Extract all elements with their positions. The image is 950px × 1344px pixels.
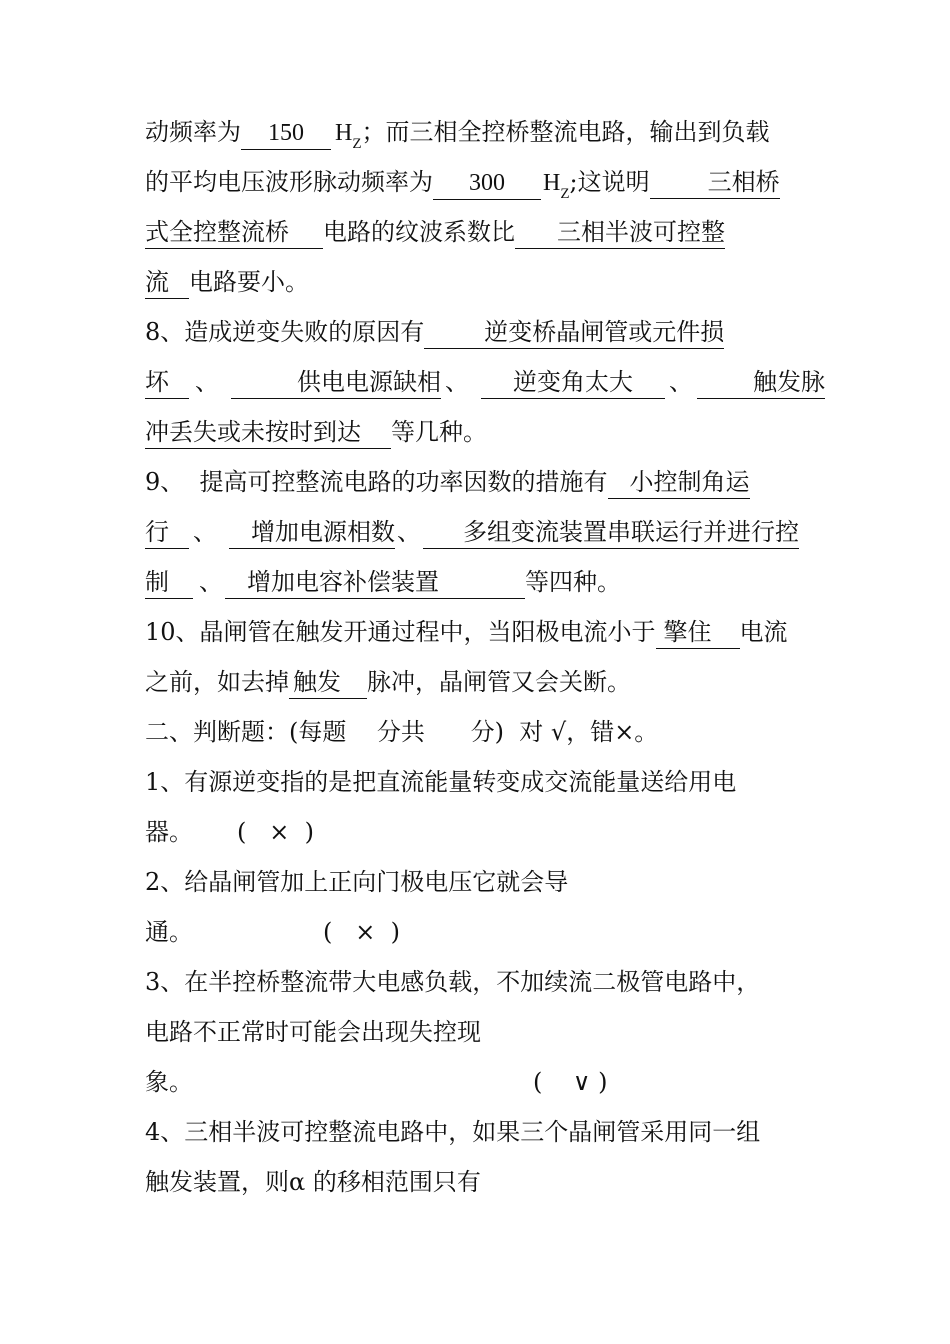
- p7-text: 的平均电压波形脉动频率为: [145, 168, 433, 196]
- judge-3-line-1: 3、在半控桥整流带大电感负载，不加续流二极管电路中，: [145, 968, 761, 996]
- answer-blank: 擎住: [656, 616, 740, 649]
- q10-line-2: [145, 664, 631, 700]
- answer-blank: 式全控整流桥: [145, 216, 323, 249]
- answer-blank: 行: [145, 516, 189, 549]
- separator: 、: [195, 368, 219, 396]
- judge-2-line-2: [145, 914, 400, 950]
- answer-blank: 坏: [145, 366, 189, 399]
- answer-blank: 小控制角运: [608, 466, 750, 499]
- unit-h: H: [543, 170, 561, 196]
- judge-answer: ( ∨ ): [533, 1068, 608, 1096]
- q10-text: 10、晶闸管在触发开通过程中，当阳极电流小于: [145, 618, 656, 646]
- answer-blank: 流: [145, 266, 189, 299]
- q10-text: 电流: [739, 618, 788, 646]
- p7-line-4: [145, 264, 309, 300]
- separator: 、: [445, 368, 469, 396]
- q8-line-1: [145, 314, 724, 350]
- answer-blank: 制: [145, 566, 193, 599]
- p7-line-1: [145, 114, 770, 150]
- q9-line-1: [145, 464, 750, 500]
- judge-text: 象。: [145, 1068, 193, 1096]
- p7-text: 动频率为: [145, 118, 241, 146]
- answer-blank: 逆变角太大: [481, 366, 665, 399]
- judge-4-line-1: 4、三相半波可控整流电路中，如果三个晶闸管采用同一组: [145, 1118, 761, 1146]
- unit-h: H: [335, 120, 353, 146]
- judge-3-line-2: 电路不正常时可能会出现失控现: [145, 1018, 481, 1046]
- q10-line-1: [145, 614, 788, 650]
- p7-text: ;这说明: [569, 168, 650, 196]
- q10-text: 之前，如去掉: [145, 668, 289, 696]
- unit-subscript: Z: [352, 136, 362, 152]
- answer-blank: 150: [241, 117, 331, 150]
- p7-line-3: [145, 214, 725, 250]
- judge-answer: ( × ): [237, 818, 314, 846]
- unit-label: [543, 170, 570, 202]
- answer-blank: 冲丢失或未按时到达: [145, 416, 391, 449]
- q8-line-3: [145, 414, 487, 450]
- judge-2-line-1: 2、给晶闸管加上正向门极电压它就会导: [145, 868, 569, 896]
- answer-blank: 增加电源相数: [229, 516, 395, 549]
- p7-line-2: [145, 164, 780, 200]
- answer-blank: 300: [433, 167, 541, 200]
- answer-blank: 三相桥: [650, 166, 780, 199]
- p7-text: 电路的纹波系数比: [323, 218, 515, 246]
- judge-1-line-1: 1、有源逆变指的是把直流能量转变成交流能量送给用电: [145, 768, 737, 796]
- judge-text: 通。: [145, 918, 193, 946]
- q9-line-2: [145, 514, 799, 550]
- judge-4-line-2: 触发装置，则α 的移相范围只有: [145, 1168, 481, 1196]
- q8-text: 8、造成逆变失败的原因有: [145, 318, 425, 346]
- q9-line-3: [145, 564, 621, 600]
- judge-1-line-2: [145, 814, 314, 850]
- p7-text: 电路要小。: [189, 268, 309, 296]
- answer-blank: 供电电源缺相: [231, 366, 441, 399]
- q8-text: 等几种。: [391, 418, 487, 446]
- q9-text: 9、 提高可控整流电路的功率因数的措施有: [145, 468, 608, 496]
- judge-answer: ( × ): [323, 918, 400, 946]
- q9-text: 等四种。: [525, 568, 621, 596]
- unit-label: [335, 120, 362, 152]
- separator: 、: [397, 518, 421, 546]
- unit-subscript: Z: [560, 186, 570, 202]
- p7-text: ；而三相全控桥整流电路，输出到负载: [361, 118, 770, 146]
- answer-blank: 逆变桥晶闸管或元件损: [424, 316, 724, 349]
- separator: 、: [199, 568, 223, 596]
- judge-text: 器。: [145, 818, 193, 846]
- q8-line-2: [145, 364, 825, 400]
- separator: 、: [669, 368, 693, 396]
- section-heading: 二、判断题：(每题 分共 分) 对 √，错×。: [145, 718, 659, 746]
- q10-text: 脉冲，晶闸管又会关断。: [367, 668, 631, 696]
- answer-blank: 触发: [289, 666, 367, 699]
- answer-blank: 增加电容补偿装置: [225, 566, 525, 599]
- separator: 、: [193, 518, 217, 546]
- judge-3-line-3: [145, 1064, 607, 1100]
- answer-blank: 触发脉: [697, 366, 825, 399]
- answer-blank: 多组变流装置串联运行并进行控: [423, 516, 799, 549]
- answer-blank: 三相半波可控整: [515, 216, 725, 249]
